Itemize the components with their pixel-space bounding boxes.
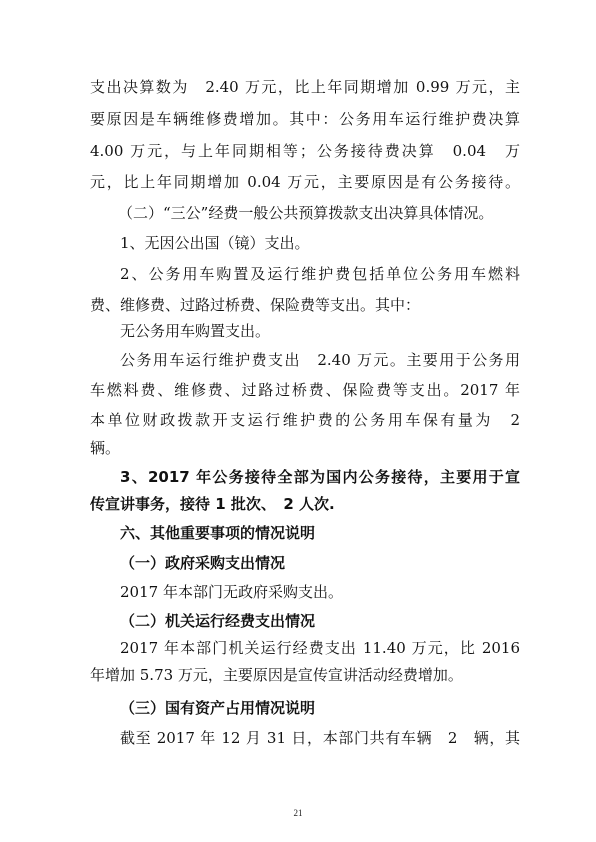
paragraph-line: 支出决算数为 2.40 万元，比上年同期增加 0.99 万元，主: [90, 78, 520, 96]
paragraph-line: 1、无因公出国（镜）支出。: [120, 234, 310, 252]
page-number: 21: [293, 808, 303, 818]
paragraph-line: 费、维修费、过路过桥费、保险费等支出。其中：: [90, 296, 421, 314]
paragraph-line: 年增加 5.73 万元，主要原因是宣传宣讲活动经费增加。: [90, 666, 463, 684]
subsection-heading: （二）机关运行经费支出情况: [120, 612, 316, 630]
paragraph-line: 无公务用车购置支出。: [120, 322, 271, 340]
paragraph-line: 4.00 万元，与上年同期相等；公务接待费决算 0.04 万: [90, 142, 520, 160]
paragraph-line-bold: 3、2017 年公务接待全部为国内公务接待，主要用于宣: [120, 468, 520, 486]
paragraph-line: 2017 年本部门无政府采购支出。: [120, 583, 343, 601]
subsection-heading: （三）国有资产占用情况说明: [120, 699, 316, 717]
paragraph-line: 元，比上年同期增加 0.04 万元，主要原因是有公务接待。: [90, 173, 520, 191]
subsection-heading: （一）政府采购支出情况: [120, 554, 286, 572]
section-heading: 六、其他重要事项的情况说明: [120, 524, 316, 542]
section-heading: （二）“三公”经费一般公共预算拨款支出决算具体情况。: [118, 204, 494, 222]
paragraph-line: 要原因是车辆维修费增加。其中：公务用车运行维护费决算: [90, 110, 520, 128]
paragraph-line: 本单位财政拨款开支运行维护费的公务用车保有量为 2: [90, 411, 520, 429]
paragraph-line: 辆。: [90, 439, 121, 457]
paragraph-line: 截至 2017 年 12 月 31 日，本部门共有车辆 2 辆，其: [120, 729, 520, 747]
paragraph-line: 车燃料费、维修费、过路过桥费、保险费等支出。2017 年: [90, 381, 520, 399]
paragraph-line: 2、公务用车购置及运行维护费包括单位公务用车燃料: [120, 265, 520, 283]
paragraph-line-bold: 传宣讲事务，接待 1 批次、 2 人次.: [90, 495, 335, 513]
paragraph-line: 公务用车运行维护费支出 2.40 万元。主要用于公务用: [120, 351, 520, 369]
paragraph-line: 2017 年本部门机关运行经费支出 11.40 万元，比 2016: [120, 639, 520, 657]
